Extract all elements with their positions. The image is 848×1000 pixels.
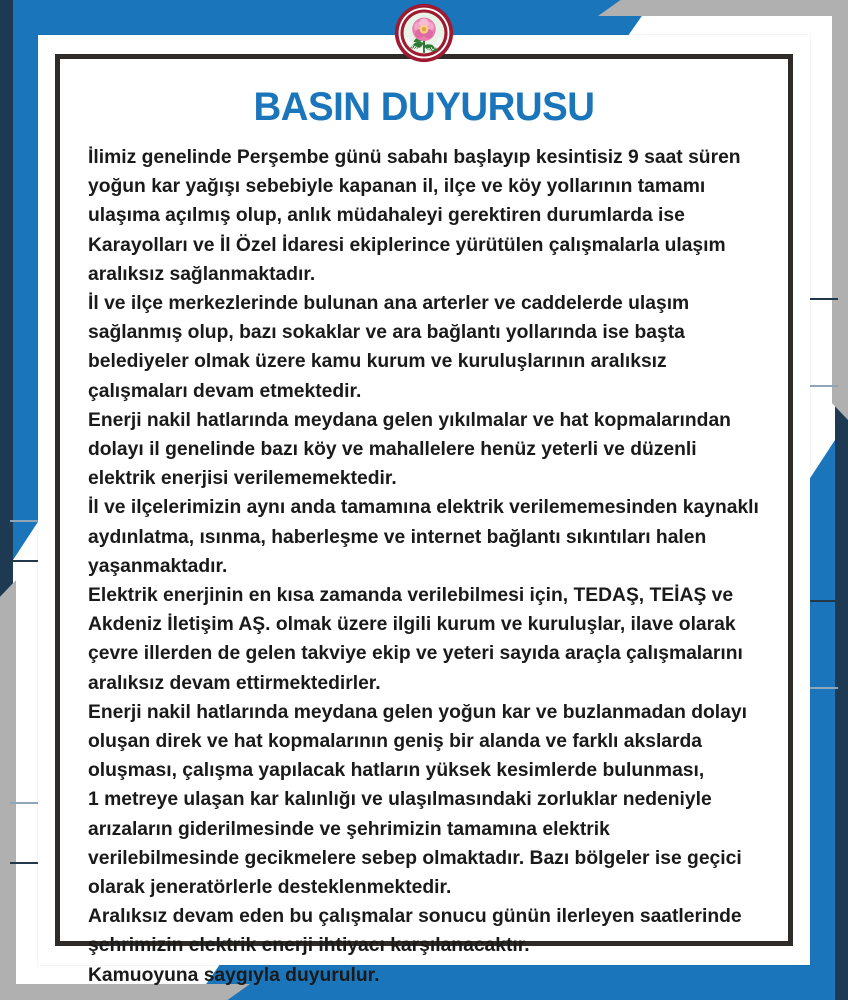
- paragraph: İl ve ilçelerimizin aynı anda tamamına elektrik verilememesinden kaynaklı aydınlatma, ısınma, haberleşme ve internet bağlantı sıkıntıları halen yaşanmaktadır.: [88, 497, 759, 577]
- paragraph: Elektrik enerjinin en kısa zamanda verilebilmesi için, TEDAŞ, TEİAŞ ve Akdeniz İletişim AŞ. olmak üzere ilgili kurum ve kuruluşlar, ilave olarak çevre illerden de gelen takviye ekip ve yeteri sayıda araçla çalışmalarını aralıksız devam ettirmektedirler.: [88, 585, 743, 694]
- announcement-card: [38, 35, 810, 986]
- paragraph: Aralıksız devam eden bu çalışmalar sonucu günün ilerleyen saatlerinde şehrimizin elektrik enerji ihtiyacı karşılanacaktır.: [88, 906, 742, 957]
- paragraph: İl ve ilçe merkezlerinde bulunan ana arterler ve caddelerde ulaşım sağlanmış olup, bazı sokaklar ve ara bağlantı yollarında ise başta belediyeler olmak üzere kamu kurum ve kuruluşlarının aralıksız çalışmaları devam etmektedir.: [88, 293, 690, 402]
- announcement-card-border: [55, 54, 793, 986]
- emblem-ring-text: ISPARTA VALİLİĞİ: [403, 36, 445, 55]
- rose-emblem-icon: [393, 2, 455, 64]
- frame-gray-top-right: [598, 0, 848, 16]
- paragraph: Enerji nakil hatlarında meydana gelen yoğun kar ve buzlanmadan dolayı oluşan direk ve hat kopmalarının geniş bir alanda ve farklı akslarda oluşması, çalışma yapılacak hatların yüksek kesimlerde bulunması,: [88, 701, 747, 782]
- paragraph: Enerji nakil hatlarında meydana gelen yıkılmalar ve hat kopmalarından dolayı il genelinde bazı köy ve mahallelere henüz yeterli ve düzenli elektrik enerjisi verilememektedir.: [88, 409, 731, 490]
- paragraph: İlimiz genelinde Perşembe günü sabahı başlayıp kesintisiz 9 saat süren yoğun kar yağışı sebebiyle kapanan il, ilçe ve köy yollarının tamamı ulaşıma açılmış olup, anlık müdahaleyi gerektiren durumlarda ise Karayolları ve İl Özel İdaresi ekiplerince yürütülen çalışmalarla ulaşım aralıksız sağlanmaktadır.: [88, 147, 741, 285]
- paragraph: Kamuoyuna saygıyla duyurulur.: [88, 964, 380, 986]
- frame-navy-left: [0, 0, 14, 580]
- announcement-body: [82, 143, 766, 990]
- page-title: BASIN DUYURUSU: [253, 85, 595, 129]
- paragraph: 1 metreye ulaşan kar kalınlığı ve ulaşılmasındaki zorluklar nedeniyle arızaların giderilmesinde ve şehrimizin tamamına elektrik verilebilmesinde gecikmelere sebep olmaktadır. Bazı bölgeler ise geçici olarak jeneratörlerle desteklenmektedir.: [88, 789, 742, 899]
